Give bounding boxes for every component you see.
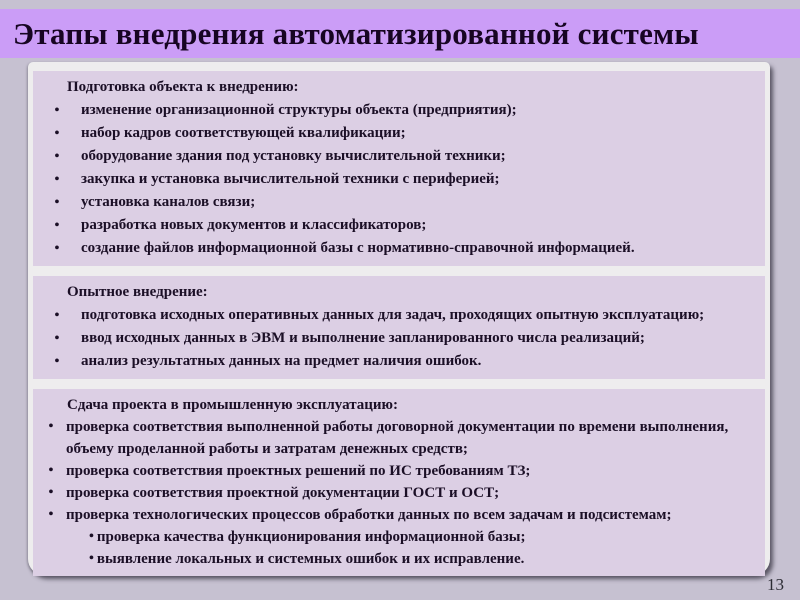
bullet-item (41, 327, 757, 350)
bullet-item (41, 145, 757, 168)
bullet-item (41, 460, 757, 482)
bullet-text: закупка и установка вычислительной техники с периферией; (81, 171, 500, 187)
bullet-icon: • (89, 551, 94, 566)
bullet-item (41, 168, 757, 191)
sub-bullet-item (89, 526, 757, 548)
section-heading: Подготовка объекта к внедрению: (67, 79, 299, 95)
bullet-icon: • (89, 529, 94, 544)
section-box-1 (33, 71, 765, 266)
bullet-text: проверка соответствия проектной документации ГОСТ и ОСТ; (66, 485, 500, 501)
bullet-item (41, 122, 757, 145)
bullet-icon: • (48, 507, 54, 522)
bullet-text: проверка соответствия проектных решений по ИС требованиям ТЗ; (66, 463, 531, 479)
bullet-icon: • (54, 241, 60, 256)
bullet-icon: • (54, 126, 60, 141)
bullet-icon: • (54, 195, 60, 210)
bullet-text: создание файлов информационной базы с нормативно-справочной информацией. (81, 240, 635, 256)
bullet-icon: • (54, 354, 60, 369)
bullet-text: анализ результатных данных на предмет наличия ошибок. (81, 353, 482, 369)
bullet-item (41, 504, 757, 526)
bullet-icon: • (54, 172, 60, 187)
content-panel (28, 62, 770, 575)
bullet-text: подготовка исходных оперативных данных для задач, проходящих опытную эксплуатацию; (81, 307, 705, 323)
bullet-item (41, 304, 757, 327)
bullet-item (41, 191, 757, 214)
bullet-item (41, 482, 757, 504)
bullet-icon: • (54, 218, 60, 233)
bullet-icon: • (54, 149, 60, 164)
page-number: 13 (767, 575, 784, 594)
bullet-text: ввод исходных данных в ЭВМ и выполнение запланированного числа реализаций; (81, 330, 645, 346)
section-box-2 (33, 276, 765, 379)
bullet-icon: • (54, 331, 60, 346)
bullet-icon: • (48, 463, 54, 478)
bullet-text: набор кадров соответствующей квалификации; (81, 125, 406, 141)
bullet-item (41, 416, 757, 460)
sub-bullet-text: выявление локальных и системных ошибок и их исправление. (96, 551, 525, 567)
bullet-item (41, 350, 757, 373)
sub-bullet-text: проверка качества функционирования информационной базы; (96, 529, 526, 545)
bullet-icon: • (54, 308, 60, 323)
bullet-icon: • (54, 103, 60, 118)
bullet-icon: • (48, 419, 54, 434)
sub-bullet-item (89, 548, 757, 570)
section-box-3 (33, 389, 765, 576)
bullet-item (41, 237, 757, 260)
bullet-item (41, 214, 757, 237)
bullet-text: изменение организационной структуры объекта (предприятия); (81, 102, 517, 118)
bullet-icon: • (48, 485, 54, 500)
bullet-text: установка каналов связи; (81, 194, 256, 210)
bullet-item (41, 99, 757, 122)
section-heading: Опытное внедрение: (67, 284, 208, 300)
section-heading: Сдача проекта в промышленную эксплуатацию: (67, 397, 399, 413)
slide-title: Этапы внедрения автоматизированной системы (0, 9, 800, 58)
bullet-text: проверка соответствия выполненной работы договорной документации по времени выполнения, объему проделанной работы и затратам денежных средств; (66, 419, 729, 457)
bullet-text: разработка новых документов и классификаторов; (81, 217, 427, 233)
bullet-text: оборудование здания под установку вычислительной техники; (81, 148, 506, 164)
bullet-text: проверка технологических процессов обработки данных по всем задачам и подсистемам; (66, 507, 672, 523)
